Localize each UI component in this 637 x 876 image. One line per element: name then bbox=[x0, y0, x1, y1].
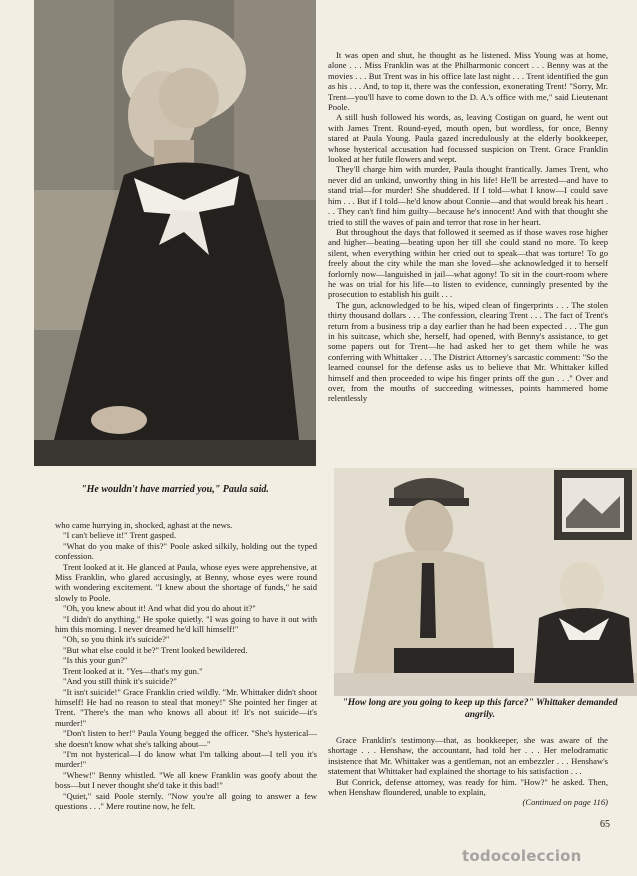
paragraph: Trent looked at it. He glanced at Paula, whose eyes were apprehensive, at Miss Franklin, who glared accusingly, at Benny, whose eyes were round with wondering excitement. "I knew about the shortage of funds," he said slowly to Poole. bbox=[55, 561, 317, 603]
paragraph: Grace Franklin's testimony—that, as bookkeeper, she was aware of the shortage . . . Henshaw, the accountant, had told her . . . Her melodramatic insistence that Mr. Whittaker was a gentleman, not an embezzler . . . Henshaw's statement that Whittaker had explained the shortage to his satisfaction . . . bbox=[328, 735, 608, 777]
paragraph: A still hush followed his words, as, leaving Costigan on guard, he went out with James Trent. Round-eyed, mouth open, but wordless, for once, Benny stared at Paula Young. Paula gazed incredulously at the elderly bookkeeper, whose hysterical accusation had focussed suspicion on Trent. Grace Franklin looked at her futile flowers and wept. bbox=[328, 112, 608, 165]
paragraph: Trent looked at it. "Yes—that's my gun." bbox=[63, 665, 203, 676]
watermark: todocoleccion bbox=[462, 847, 582, 865]
photo-detective-and-woman bbox=[334, 468, 637, 696]
paragraph: The gun, acknowledged to be his, wiped clean of fingerprints . . . The stolen thirty thousand dollars . . . The confession, clearing Trent . . . The fact of Trent's return from a business trip a day earlier than he had been expected . . . The gun in his suitcase, which she, herself, had opened, with Benny's assistance, to get some papers out for Trent—he had asked her to get them while he was conferring with Whittaker . . . The District Attorney's sarcastic comment: "So the learned counsel for the defense asks us to believe that Mr. Whittaker killed himself and then proceeded to wipe his finger prints off the gun . . ." Over and over, from the mouths of succeeding witnesses, points hammered home relentlessly bbox=[328, 299, 608, 404]
paragraph: "Don't listen to her!" Paula Young begged the officer. "She's hysterical—she doesn't know what she's talking about—" bbox=[55, 728, 317, 749]
paragraph: "Is this your gun?" bbox=[63, 655, 128, 666]
article-column-right-bottom bbox=[328, 735, 608, 808]
photo-detective-illustration bbox=[334, 468, 637, 696]
paragraph: "Whew!" Benny whistled. "We all knew Franklin was goofy about the boss—but I never thought she'd take it this bad!" bbox=[55, 769, 317, 791]
paragraph: It was open and shut, he thought as he listened. Miss Young was at home, alone . . . Miss Franklin was at the Philharmonic concert . . . Benny was at the movies . . . But Trent was in his office late last night . . . Trent identified the gun as his . . . And, to top it, there was the confession, exonerating Trent! "Sorry, Mr. Trent—you'll have to come down to the D. A.'s office with me," said Lieutenant Poole. bbox=[328, 50, 608, 113]
paragraph: "Quiet," said Poole sternly. "Now you're all going to answer a few questions . . ." Mere routine now, he felt. bbox=[55, 790, 317, 811]
paragraph: "What do you make of this?" Poole asked silkily, holding out the typed confession. bbox=[55, 540, 317, 562]
paragraph: "Oh, you knew about it! And what did you do about it?" bbox=[63, 603, 256, 614]
paragraph: "I'm not hysterical—I do know what I'm talking about—I tell you it's murder!" bbox=[55, 748, 317, 770]
continued-note: (Continued on page 116) bbox=[522, 797, 608, 808]
page-number: 65 bbox=[600, 819, 610, 830]
paragraph: But Conrick, defense attorney, was ready for him. "How?" he asked. Then, when Henshaw floundered, unable to explain, bbox=[328, 776, 608, 798]
paragraph: "But what else could it be?" Trent looked bewildered. bbox=[63, 644, 248, 655]
article-column-right-top bbox=[328, 50, 608, 404]
photo-caption-bottom: "How long are you going to keep up this farce?" Whittaker demanded angrily. bbox=[342, 698, 618, 720]
paragraph: "Oh, so you think it's suicide?" bbox=[63, 634, 170, 645]
paragraph: "And you still think it's suicide?" bbox=[63, 676, 177, 687]
photo-woman-seated-illustration bbox=[34, 0, 316, 466]
photo-caption-top: "He wouldn't have married you," Paula said. bbox=[81, 484, 269, 495]
paragraph: They'll charge him with murder, Paula thought frantically. James Trent, who never did an unkind, unworthy thing in his life! He'll be arrested—and have to stand trial—for murder! She shuddered. If I told—what I know—I could save him . . . But if I told—he'd know about Connie—and that would break his heart . . . They can't find him guilty—because he's innocent! And with that thought she tried to still the waves of pain and terror that rose in her heart. bbox=[328, 164, 608, 227]
paragraph: "It isn't suicide!" Grace Franklin cried wildly. "Mr. Whittaker didn't shoot himself! He had no reason to steal that money!" She pointed her finger at Trent. "There's the man who knows all about it! It's not suicide—it's murder!" bbox=[55, 686, 317, 728]
paragraph: "I can't believe it!" Trent gasped. bbox=[63, 530, 177, 541]
paragraph: "I didn't do anything." He spoke quietly. "I was going to have it out with him this morning. I never dreamed he'd kill himself!" bbox=[55, 613, 317, 635]
paragraph: But throughout the days that followed it seemed as if those waves rose higher and higher—beating—beating upon her till she could stand no more. To keep silent, when everything within her cried out to speak—that was torture! To go freely about the city while the man she loved—she acknowledged it to herself forlornly now—languished in jail—what agony! To sit in the court-room where he was on trial for his life—to listen to evidence, cunningly presented by the prosecution to establish his guilt . . . bbox=[328, 226, 608, 300]
article-column-left-bottom bbox=[55, 520, 317, 811]
paragraph: who came hurrying in, shocked, aghast at the news. bbox=[55, 520, 233, 530]
photo-woman-seated bbox=[34, 0, 316, 466]
